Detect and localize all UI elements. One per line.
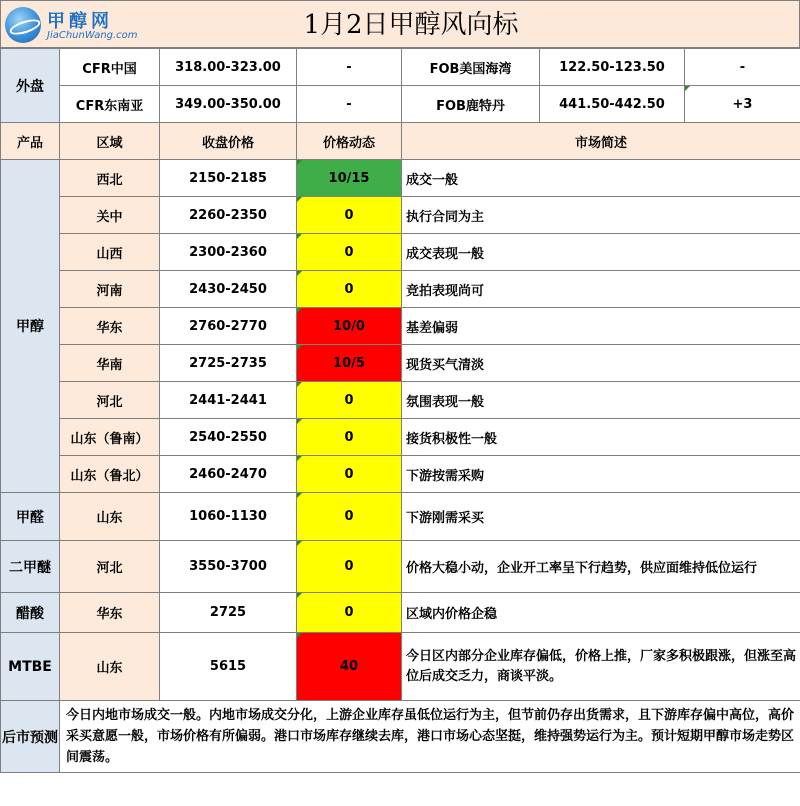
summary-cell: 成交表现一般 [402,234,800,271]
price-cell: 2760-2770 [160,308,297,345]
price-cell: 2725-2735 [160,345,297,382]
region-cell: 河南 [60,271,160,308]
summary-cell: 价格大稳小动，企业开工率呈下行趋势，供应面维持低位运行 [402,541,800,593]
col-price: 收盘价格 [160,123,297,160]
region-cell: 华东 [60,308,160,345]
trend-cell: 0 [297,382,402,419]
summary-cell: 区域内价格企稳 [402,593,800,633]
price-cell: 2300-2360 [160,234,297,271]
product-row [1,308,800,345]
price-cell: 3550-3700 [160,541,297,593]
external-row [1,86,800,123]
col-region: 区域 [60,123,160,160]
product-row [1,456,800,493]
region-cell: 山西 [60,234,160,271]
price-cell: 2540-2550 [160,419,297,456]
column-header-row [1,123,800,160]
trend-cell: 40 [297,633,402,701]
forecast-row [1,701,800,773]
summary-cell: 今日区内部分企业库存偏低，价格上推，厂家多积极跟涨，但涨至高位后成交乏力，商谈平淡。 [402,633,800,701]
logo-text-en: JiaChunWang.com [47,30,138,41]
product-row [1,197,800,234]
region-cell: 山东（鲁南） [60,419,160,456]
price-cell: 5615 [160,633,297,701]
summary-cell: 基差偏弱 [402,308,800,345]
external-price: 122.50-123.50 [540,49,685,86]
logo-text-cn: 甲醇网 [47,11,113,32]
external-price: 349.00-350.00 [160,86,297,123]
external-price: 318.00-323.00 [160,49,297,86]
region-cell: 华南 [60,345,160,382]
price-cell: 2430-2450 [160,271,297,308]
trend-cell: 0 [297,234,402,271]
product-row [1,271,800,308]
product-row [1,541,800,593]
price-cell: 2460-2470 [160,456,297,493]
summary-cell: 氛围表现一般 [402,382,800,419]
region-cell: 山东（鲁北） [60,456,160,493]
product-name: 甲醛 [1,493,60,541]
external-change: +3 [685,86,800,123]
region-cell: 关中 [60,197,160,234]
price-cell: 1060-1130 [160,493,297,541]
trend-cell: 0 [297,541,402,593]
external-name: CFR中国 [60,49,160,86]
trend-cell: 10/15 [297,160,402,197]
region-cell: 西北 [60,160,160,197]
product-name: 二甲醚 [1,541,60,593]
trend-cell: 0 [297,493,402,541]
external-row [1,49,800,86]
product-name: MTBE [1,633,60,701]
summary-cell: 成交一般 [402,160,800,197]
price-cell: 2725 [160,593,297,633]
price-cell: 2260-2350 [160,197,297,234]
col-trend: 价格动态 [297,123,402,160]
product-row [1,493,800,541]
trend-cell: 10/5 [297,345,402,382]
summary-cell: 执行合同为主 [402,197,800,234]
trend-cell: 0 [297,419,402,456]
external-change: - [297,86,402,123]
page-title: 1月2日甲醇风向标 [303,10,519,40]
product-row [1,345,800,382]
logo [5,5,155,45]
product-row [1,633,800,701]
product-row [1,382,800,419]
external-change: - [297,49,402,86]
external-name: CFR东南亚 [60,86,160,123]
price-cell: 2150-2185 [160,160,297,197]
external-label: 外盘 [1,49,60,123]
summary-cell: 现货买气清淡 [402,345,800,382]
summary-cell: 竞拍表现尚可 [402,271,800,308]
trend-cell: 0 [297,197,402,234]
product-name: 醋酸 [1,593,60,633]
col-product: 产品 [1,123,60,160]
region-cell: 山东 [60,493,160,541]
region-cell: 山东 [60,633,160,701]
forecast-label: 后市预测 [1,701,60,773]
trend-cell: 10/0 [297,308,402,345]
summary-cell: 下游按需采购 [402,456,800,493]
summary-cell: 接货积极性一般 [402,419,800,456]
external-price: 441.50-442.50 [540,86,685,123]
region-cell: 华东 [60,593,160,633]
product-name: 甲醇 [1,160,60,493]
trend-cell: 0 [297,593,402,633]
region-cell: 河北 [60,541,160,593]
trend-cell: 0 [297,271,402,308]
price-table [0,48,800,773]
summary-cell: 下游刚需采买 [402,493,800,541]
price-cell: 2441-2441 [160,382,297,419]
region-cell: 河北 [60,382,160,419]
external-name: FOB美国海湾 [402,49,540,86]
forecast-text: 今日内地市场成交一般。内地市场成交分化，上游企业库存虽低位运行为主，但节前仍存出货需求，且下游库存偏中高位，高价采买意愿一般，市场价格有所偏弱。港口市场库存继续去库，港口市场心态坚挺，维持强势运行为主。预计短期甲醇市场走势区间震荡。 [60,701,800,773]
title-bar [0,0,800,48]
product-row [1,419,800,456]
product-row [1,593,800,633]
col-summary: 市场简述 [402,123,800,160]
trend-cell: 0 [297,456,402,493]
globe-logo-icon [5,7,41,43]
external-name: FOB鹿特丹 [402,86,540,123]
product-row [1,234,800,271]
product-row [1,160,800,197]
external-change: - [685,49,800,86]
